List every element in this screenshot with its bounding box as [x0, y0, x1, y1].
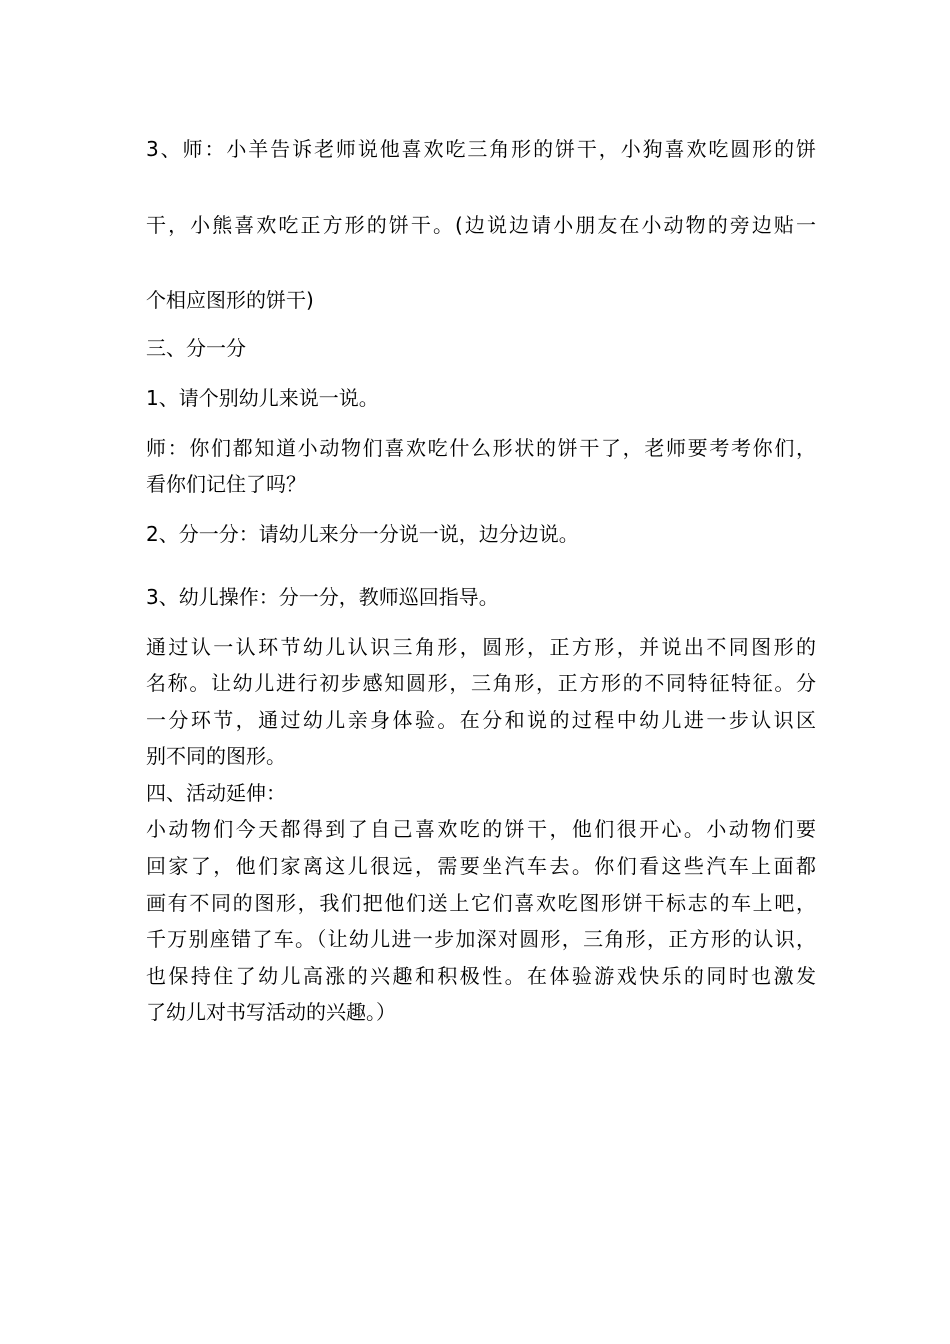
- text-line: 2、分一分：请幼儿来分一分说一说，边分边说。: [146, 522, 579, 546]
- text-line: 回家了，他们家离这儿很远，需要坐汽车去。你们看这些汽车上面都: [146, 854, 816, 878]
- text-line: 个相应图形的饼干): [146, 288, 314, 312]
- text-line: 千万别座错了车。（让幼儿进一步加深对圆形，三角形，正方形的认识，: [146, 927, 816, 951]
- text-line: 一分环节，通过幼儿亲身体验。在分和说的过程中幼儿进一步认识区: [146, 708, 816, 732]
- section-heading: 三、分一分: [146, 336, 246, 360]
- text-line: 师：你们都知道小动物们喜欢吃什么形状的饼干了，老师要考考你们，: [146, 436, 816, 460]
- text-line: 看你们记住了吗？: [146, 472, 306, 496]
- text-line: 小动物们今天都得到了自己喜欢吃的饼干，他们很开心。小动物们要: [146, 817, 816, 841]
- section-heading: 四、活动延伸：: [146, 781, 286, 805]
- text-line: 了幼儿对书写活动的兴趣。）: [146, 1000, 396, 1024]
- text-line: 干，小熊喜欢吃正方形的饼干。(边说边请小朋友在小动物的旁边贴一: [146, 213, 816, 237]
- text-line: 名称。让幼儿进行初步感知圆形，三角形，正方形的不同特征特征。分: [146, 671, 816, 695]
- text-line: 通过认一认环节幼儿认识三角形，圆形，正方形，并说出不同图形的: [146, 635, 816, 659]
- text-line: 3、师：小羊告诉老师说他喜欢吃三角形的饼干，小狗喜欢吃圆形的饼: [146, 137, 816, 161]
- text-line: 3、幼儿操作：分一分，教师巡回指导。: [146, 585, 499, 609]
- text-line: 画有不同的图形，我们把他们送上它们喜欢吃图形饼干标志的车上吧，: [146, 891, 816, 915]
- text-line: 也保持住了幼儿高涨的兴趣和积极性。在体验游戏快乐的同时也激发: [146, 964, 816, 988]
- text-line: 1、请个别幼儿来说一说。: [146, 386, 379, 410]
- text-line: 别不同的图形。: [146, 744, 286, 768]
